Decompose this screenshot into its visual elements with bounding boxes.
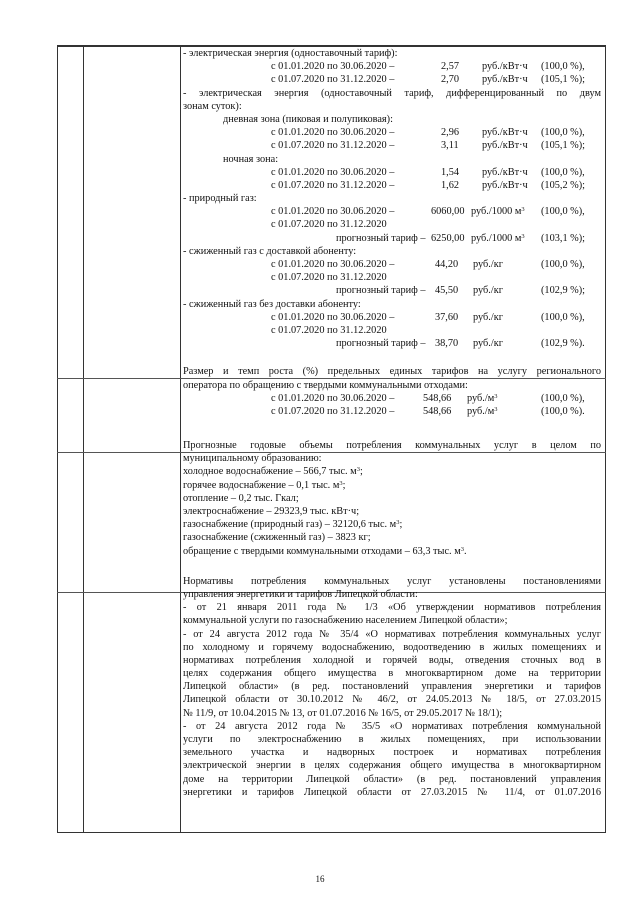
table-left-border xyxy=(57,45,58,833)
tariff-row: с 01.01.2020 по 30.06.2020 – 37,60 руб./кг (100,0 %), xyxy=(271,311,585,323)
waste-row: с 01.07.2020 по 31.12.2020 – 548,66 $руб./м^3$ (100,0 %). xyxy=(271,405,585,417)
nat-gas-label: - природный газ: xyxy=(183,193,257,205)
norms-line: Липецкой области от 30.10.2012 № 46/2, от 24.05.2013 № 18/5, от 27.03.2015 xyxy=(183,694,601,706)
norms-line: нормативах потребления холодной и горячей воды, отведения сточных вод в xyxy=(183,654,601,666)
lpg-nodelivery-label: - сжиженный газ без доставки абоненту: xyxy=(183,298,361,310)
tariff-row: с 01.01.2020 по 30.06.2020 – 6060,00 руб./1000 $м^3$ (100,0 %), xyxy=(271,206,585,218)
tariff-row-period: с 01.07.2020 по 31.12.2020 xyxy=(271,272,387,284)
norms-line: доме на территории Липецкой области» (в ред. постановлений управления xyxy=(183,773,601,785)
norms-line: земельного участка и надворных построек и нормативах потребления xyxy=(183,747,601,759)
tariff-row-period: с 01.07.2020 по 31.12.2020 xyxy=(271,324,387,336)
waste-row: с 01.01.2020 по 30.06.2020 – 548,66 $руб./м^3$ (100,0 %), xyxy=(271,392,585,404)
volume-heating: отопление – 0,2 тыс. Гкал; xyxy=(183,492,299,504)
norms-line: услуги по электроснабжению в жилых помещениях, при использовании xyxy=(183,734,601,745)
tariff-row: с 01.01.2020 по 30.06.2020 – 2,57 руб./кВт·ч (100,0 %), xyxy=(271,61,585,73)
table-right-border xyxy=(605,45,606,833)
tariff-row-period: с 01.07.2020 по 31.12.2020 xyxy=(271,219,387,231)
norms-line: Липецкой области» (в ред. постановлений управления энергетики и тарифов xyxy=(183,681,601,693)
tariff-row: прогнозный тариф – 38,70 руб./кг (102,9 %). xyxy=(336,338,585,350)
elec-single-label: - электрическая энергия (одноставочный тариф): xyxy=(183,48,398,59)
volume-nat-gas: газоснабжение (природный газ) – 32120,6 тыс. $м^3$; xyxy=(183,519,403,531)
day-zone-label: дневная зона (пиковая и полупиковая): xyxy=(223,113,393,125)
volume-lpg: газоснабжение (сжиженный газ) – 3823 кг; xyxy=(183,532,371,544)
elec-dual-label: - электрическая энергия (одноставочный тариф, дифференцированный по двум xyxy=(183,87,601,99)
table-bottom-border xyxy=(57,832,606,833)
norms-line: энергетики и тарифов Липецкой области от 27.03.2015 № 11/4, от 01.07.2016 xyxy=(183,786,601,798)
waste-heading: Размер и темп роста (%) предельных единых тарифов на услугу регионального xyxy=(183,366,601,378)
volumes-heading: Прогнозные годовые объемы потребления коммунальных услуг в целом по xyxy=(183,440,601,452)
norms-line: по холодному и горячему водоснабжению, водоотведению в жилых помещениях и xyxy=(183,641,601,653)
elec-dual-label-cont: зонам суток): xyxy=(183,100,242,112)
norms-line: - от 24 августа 2012 года № 35/4 «О нормативах потребления коммунальных услуг xyxy=(183,628,601,640)
lpg-delivery-label: - сжиженный газ с доставкой абоненту: xyxy=(183,245,357,257)
norms-line: коммунальной услуги по газоснабжению населением Липецкой области»; xyxy=(183,615,508,627)
tariff-row: с 01.01.2020 по 30.06.2020 – 1,54 руб./кВт·ч (100,0 %), xyxy=(271,166,585,178)
night-zone-label: ночная зона: xyxy=(223,153,279,165)
norms-line: - от 21 января 2011 года № 1/3 «Об утверждении нормативов потребления xyxy=(183,602,601,614)
volume-cold-water: холодное водоснабжение – 566,7 тыс. $м^3$; xyxy=(183,466,363,478)
tariff-row: с 01.01.2020 по 30.06.2020 – 44,20 руб./кг (100,0 %), xyxy=(271,259,585,270)
norms-paragraph xyxy=(183,575,601,799)
norms-line: целях содержания общего имущества в многоквартирном доме на территории xyxy=(183,668,601,680)
volume-hot-water: горячее водоснабжение – 0,1 тыс. $м^3$; xyxy=(183,479,346,491)
waste-heading-cont: оператора по обращению с твердыми коммунальными отходами: xyxy=(183,379,468,391)
norms-line: электрической энергии в целях содержания общего имущества в многоквартирном xyxy=(183,760,601,772)
tariff-row: с 01.07.2020 по 31.12.2020 – 3,11 руб./кВт·ч (105,1 %); xyxy=(271,140,586,152)
norms-line: - от 24 августа 2012 года № 35/5 «О нормативах потребления коммунальной xyxy=(183,720,601,732)
tariff-row: с 01.07.2020 по 31.12.2020 – 1,62 руб./кВт·ч (105,2 %); xyxy=(271,179,586,191)
volume-electricity: электроснабжение – 29323,9 тыс. кВт·ч; xyxy=(183,506,360,517)
tariff-row: прогнозный тариф – 6250,00 руб./1000 $м^3$ (103,1 %); xyxy=(336,232,586,244)
page-number: 16 xyxy=(315,874,325,884)
table-column-divider-2 xyxy=(180,45,181,833)
table-column-divider-1 xyxy=(83,45,84,833)
norms-line: управления энергетики и тарифов Липецкой области: xyxy=(183,588,418,600)
norms-line: Нормативы потребления коммунальных услуг установлены постановлениями xyxy=(183,575,601,587)
tariff-row: с 01.07.2020 по 31.12.2020 – 2,70 руб./кВт·ч (105,1 %); xyxy=(271,74,586,86)
volumes-heading-cont: муниципальному образованию: xyxy=(183,453,322,465)
volume-waste: обращение с твердыми коммунальными отходами – 63,3 тыс. $м^3$. xyxy=(183,545,467,557)
tariff-row: прогнозный тариф – 45,50 руб./кг (102,9 %); xyxy=(336,285,586,297)
document-content xyxy=(183,47,601,799)
tariff-row: с 01.01.2020 по 30.06.2020 – 2,96 руб./кВт·ч (100,0 %), xyxy=(271,127,585,139)
norms-line: № 11/9, от 10.04.2015 № 13, от 01.07.2016 № 16/5, от 29.05.2017 № 18/1); xyxy=(183,707,503,719)
